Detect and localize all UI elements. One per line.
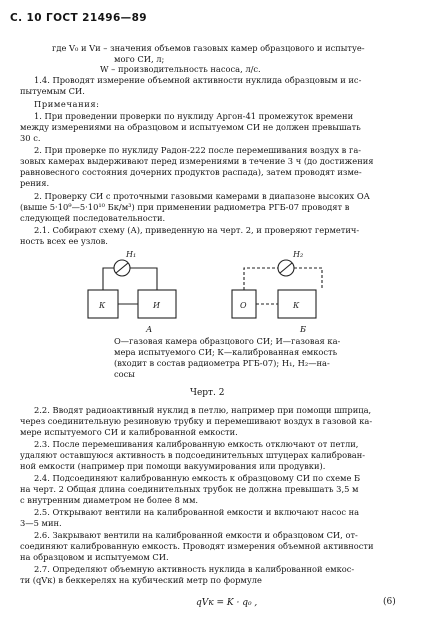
text-line: через соединительную резиновую трубку и перемешивают воздух в газовой ка- — [20, 416, 373, 426]
text-line: 2.1. Собирают схему (А), приведенную на черт. 2, и проверяют герметич- — [34, 225, 360, 235]
text-line: 2.5. Открывают вентили на калиброванной емкости и включают насос на — [34, 507, 360, 517]
pipe-a-left — [103, 268, 114, 290]
text-line: равновесного состояния дочерних продуктов распада), затем проводят изме- — [20, 167, 362, 177]
text-line: 30 с. — [20, 133, 41, 143]
text-line: 2. Проверку СИ с проточными газовыми камерами в диапазоне высоких ОА — [34, 191, 370, 201]
text-line: (выше 5·10⁹—5·10¹⁰ Бк/м³) при применении радиометра РГБ-07 проводят в — [20, 202, 350, 212]
pipe-b-right — [294, 268, 322, 290]
text-line: на образцовом и испытуемом СИ. — [20, 552, 169, 562]
label-h1: H₁ — [126, 250, 137, 259]
page-header: С. 10 ГОСТ 21496—89 — [10, 12, 147, 24]
text-line: пытуемым СИ. — [20, 86, 85, 96]
label-h2: H₂ — [293, 250, 304, 259]
text-line: 2. При проверке по нуклиду Радон-222 после перемешивания воздух в га- — [34, 145, 362, 155]
text-line: 2.4. Подсоединяют калиброванную емкость к образцовому СИ по схеме Б — [34, 473, 361, 483]
text-line: 2.2. Вводят радиоактивный нуклид в петлю, например при помощи шприца, — [34, 405, 372, 415]
text-line: 1.4. Проводят измерение объемной активности нуклида образцовым и ис- — [34, 75, 362, 85]
text-line: W – производительность насоса, л/с. — [100, 64, 261, 74]
text-line: зовых камерах выдерживают перед измерениями в течение 3 ч (до достижения — [20, 156, 374, 166]
formula-6: qVк = K · q₀ , — [196, 598, 258, 608]
text-line: ность всех ее узлов. — [20, 236, 108, 246]
text-line: 1. При проведении проверки по нуклиду Аргон-41 промежуток времени — [34, 111, 354, 121]
text-line: на черт. 2 Общая длина соединительных трубок не должна превышать 3,5 м — [20, 484, 359, 494]
figure-caption-line: О—газовая камера образцового СИ; И—газовая ка- — [114, 336, 341, 346]
figure-caption-line: (входит в состав радиометра РГБ-07); H₁, H₂—на- — [114, 358, 330, 368]
text-line: с внутренним диаметром не более 8 мм. — [20, 495, 199, 505]
text-line: между измерениями на образцовом и испытуемом СИ не должен превышать — [20, 122, 361, 132]
notes-heading: Примечания: — [34, 99, 100, 109]
text-line: рения. — [20, 178, 50, 188]
text-line: мере испытуемого СИ и калиброванной емкости. — [20, 427, 238, 437]
text-line: 3—5 мин. — [20, 518, 62, 528]
text-line: соединяют калиброванную емкость. Проводят измерения объемной активности — [20, 541, 374, 551]
pipe-a-right — [130, 268, 157, 290]
pipe-b-left — [244, 268, 278, 290]
text-line: ти (qVк) в беккерелях на кубический метр по формуле — [20, 575, 262, 585]
scheme-a-label: А — [146, 324, 153, 334]
text-line: где V₀ и Vи – значения объемов газовых камер образцового и испытуе- — [52, 43, 365, 53]
text-line: 2.3. После перемешивания калиброванную емкость отключают от петли, — [34, 439, 359, 449]
figure-caption-line: сосы — [114, 369, 135, 379]
text-line: 2.6. Закрывают вентили на калиброванной емкости и образцовом СИ, от- — [34, 530, 358, 540]
chert2-diagram — [82, 248, 372, 322]
label-i-a: И — [153, 301, 160, 310]
text-line: ной емкости (например при помощи вакуумирования или продувки). — [20, 461, 326, 471]
figure-title: Черт. 2 — [190, 388, 225, 398]
text-line: мого СИ, л; — [114, 54, 165, 64]
label-o-b: О — [240, 301, 247, 310]
text-line: удаляют оставшуюся активность в подсоединительных штуцерах калиброван- — [20, 450, 366, 460]
label-k-b: К — [293, 301, 300, 310]
scheme-b-label: Б — [300, 324, 307, 334]
equation-number: (6) — [383, 597, 396, 607]
text-line: 2.7. Определяют объемную активность нуклида в калиброванной емкос- — [34, 564, 355, 574]
label-k-a: К — [99, 301, 106, 310]
text-line: следующей последовательности. — [20, 213, 166, 223]
figure-caption-line: мера испытуемого СИ; К—калиброванная емкость — [114, 347, 338, 357]
